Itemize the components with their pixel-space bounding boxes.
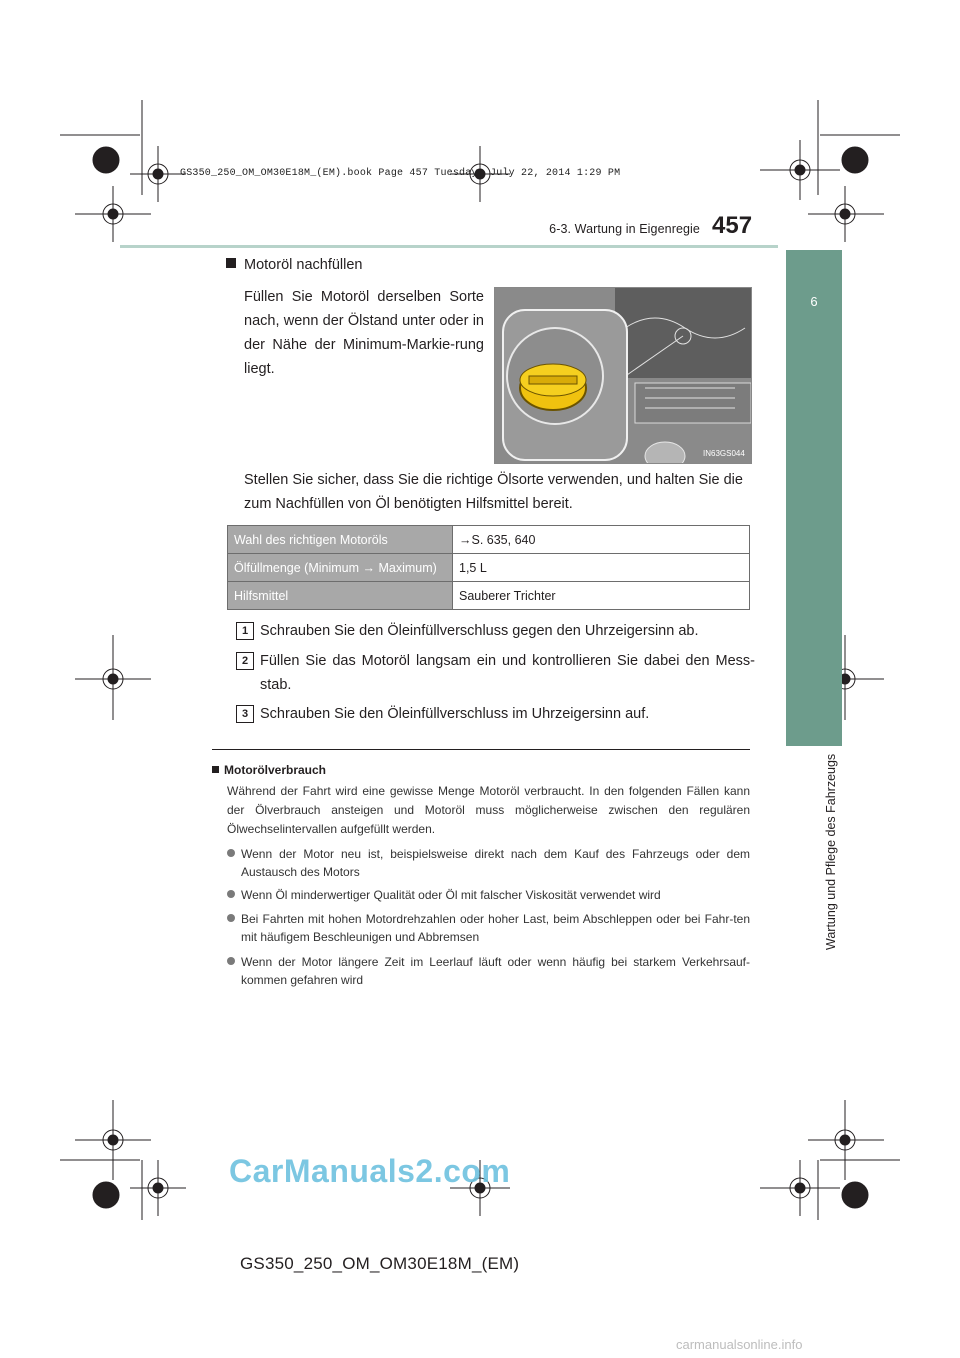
subheading-text: Motoröl nachfüllen: [244, 257, 363, 273]
page-number: 457: [712, 212, 753, 239]
footer-code: GS350_250_OM_OM30E18M_(EM): [240, 1254, 520, 1273]
table-key: Wahl des richtigen Motoröls: [228, 526, 453, 554]
square-bullet-icon: [226, 258, 236, 268]
bullet-dot-icon: [227, 957, 235, 965]
table-key: Hilfsmittel: [228, 582, 453, 610]
subheading: [226, 257, 363, 273]
list-item-text: Wenn der Motor längere Zeit im Leerlauf läuft oder wenn häufig bei starkem Verkehrsauf-kommen gefahren wird: [241, 955, 750, 987]
intro-paragraph: Füllen Sie Motoröl derselben Sorte nach, wenn der Ölstand unter oder in der Nähe der Minimum-Markie-rung liegt.: [244, 289, 484, 377]
note-heading-text: Motorölverbrauch: [224, 763, 327, 777]
crosshair-mark-top-right-2: [808, 186, 884, 242]
bullet-dot-icon: [227, 890, 235, 898]
chapter-tab-label-wrap: [808, 630, 838, 960]
table-value: 1,5 L: [453, 554, 750, 582]
step-text-1: Schrauben Sie den Öleinfüllverschluss gegen den Uhrzeigersinn ab.: [260, 623, 699, 639]
chapter-tab-label: Wartung und Pflege des Fahrzeugs: [824, 753, 838, 950]
crosshair-mark-bottom-right-1: [808, 1100, 884, 1180]
table-value: Sauberer Trichter: [453, 582, 750, 610]
step-text-3: Schrauben Sie den Öleinfüllverschluss im Uhrzeigersinn auf.: [260, 706, 650, 722]
list-item: [227, 953, 750, 989]
note-paragraph: Während der Fahrt wird eine gewisse Menge Motoröl verbraucht. In den folgenden Fällen kann der Ölverbrauch ansteigen und Motoröl muss möglicherweise zwischen den regulären Ölwechselintervallen aufgefüllt werden.: [227, 784, 750, 836]
book-file-line: GS350_250_OM_OM30E18M_(EM).book Page 457 Tuesday, July 22, 2014 1:29 PM: [180, 168, 621, 179]
crosshair-mark-bottom-left-1: [75, 1100, 151, 1180]
engine-illustration: [495, 288, 751, 463]
bullet-dot-icon: [227, 849, 235, 857]
crosshair-mark-bottom-right-2: [760, 1160, 840, 1216]
table-key: Ölfüllmenge (Minimum → Maximum): [228, 554, 453, 582]
crosshair-mark-bottom-left-2: [130, 1160, 186, 1216]
starburst-mark-top-left: [60, 100, 142, 195]
crosshair-mark-top-left-1: [130, 146, 186, 202]
figure-code: IN63GS044: [703, 449, 745, 458]
crosshair-mark-mid-left: [75, 635, 151, 720]
list-item: [227, 845, 750, 881]
list-item-text: Wenn Öl minderwertiger Qualität oder Öl mit falscher Viskosität verwendet wird: [241, 888, 661, 902]
starburst-mark-bottom-right: [818, 1160, 900, 1220]
oil-spec-table: [227, 525, 750, 610]
section-divider: [212, 749, 750, 750]
step-number-2: 2: [236, 652, 254, 670]
list-item: [227, 910, 750, 946]
note-heading: [212, 763, 326, 777]
step-text-2: Füllen Sie das Motoröl langsam ein und kontrollieren Sie dabei den Mess-stab.: [260, 653, 755, 693]
step-number-3: 3: [236, 705, 254, 723]
square-bullet-icon: [212, 766, 219, 773]
watermark-carmanuals2[interactable]: CarManuals2.com: [229, 1153, 511, 1189]
oil-cap-figure: [494, 287, 752, 464]
crosshair-mark-top-left-2: [75, 186, 151, 242]
preparation-paragraph: Stellen Sie sicher, dass Sie die richtige Ölsorte verwenden, und halten Sie die zum Nachfüllen von Öl benötigten Hilfsmittel bereit.: [244, 472, 743, 512]
table-row: [228, 526, 750, 554]
dotted-mark-top-right: [818, 100, 900, 195]
bullet-dot-icon: [227, 914, 235, 922]
list-item-text: Wenn der Motor neu ist, beispielsweise direkt nach dem Kauf des Fahrzeugs oder dem Austausch des Motors: [241, 847, 750, 879]
table-row: [228, 582, 750, 610]
crosshair-mark-top-right-1: [760, 140, 840, 200]
starburst-mark-bottom-left: [60, 1160, 142, 1220]
header-rule: [120, 245, 778, 248]
watermark-carmanualsonline[interactable]: carmanualsonline.info: [676, 1337, 803, 1352]
table-value: →S. 635, 640: [453, 526, 750, 554]
list-item-text: Bei Fahrten mit hohen Motordrehzahlen oder hoher Last, beim Abschleppen oder bei Fahr-ten mit häufigem Beschleunigen und Abbremsen: [241, 912, 750, 944]
section-title: 6-3. Wartung in Eigenregie: [549, 222, 700, 236]
step-number-1: 1: [236, 622, 254, 640]
table-row: [228, 554, 750, 582]
list-item: [227, 886, 750, 904]
chapter-tab-number: 6: [810, 294, 818, 309]
